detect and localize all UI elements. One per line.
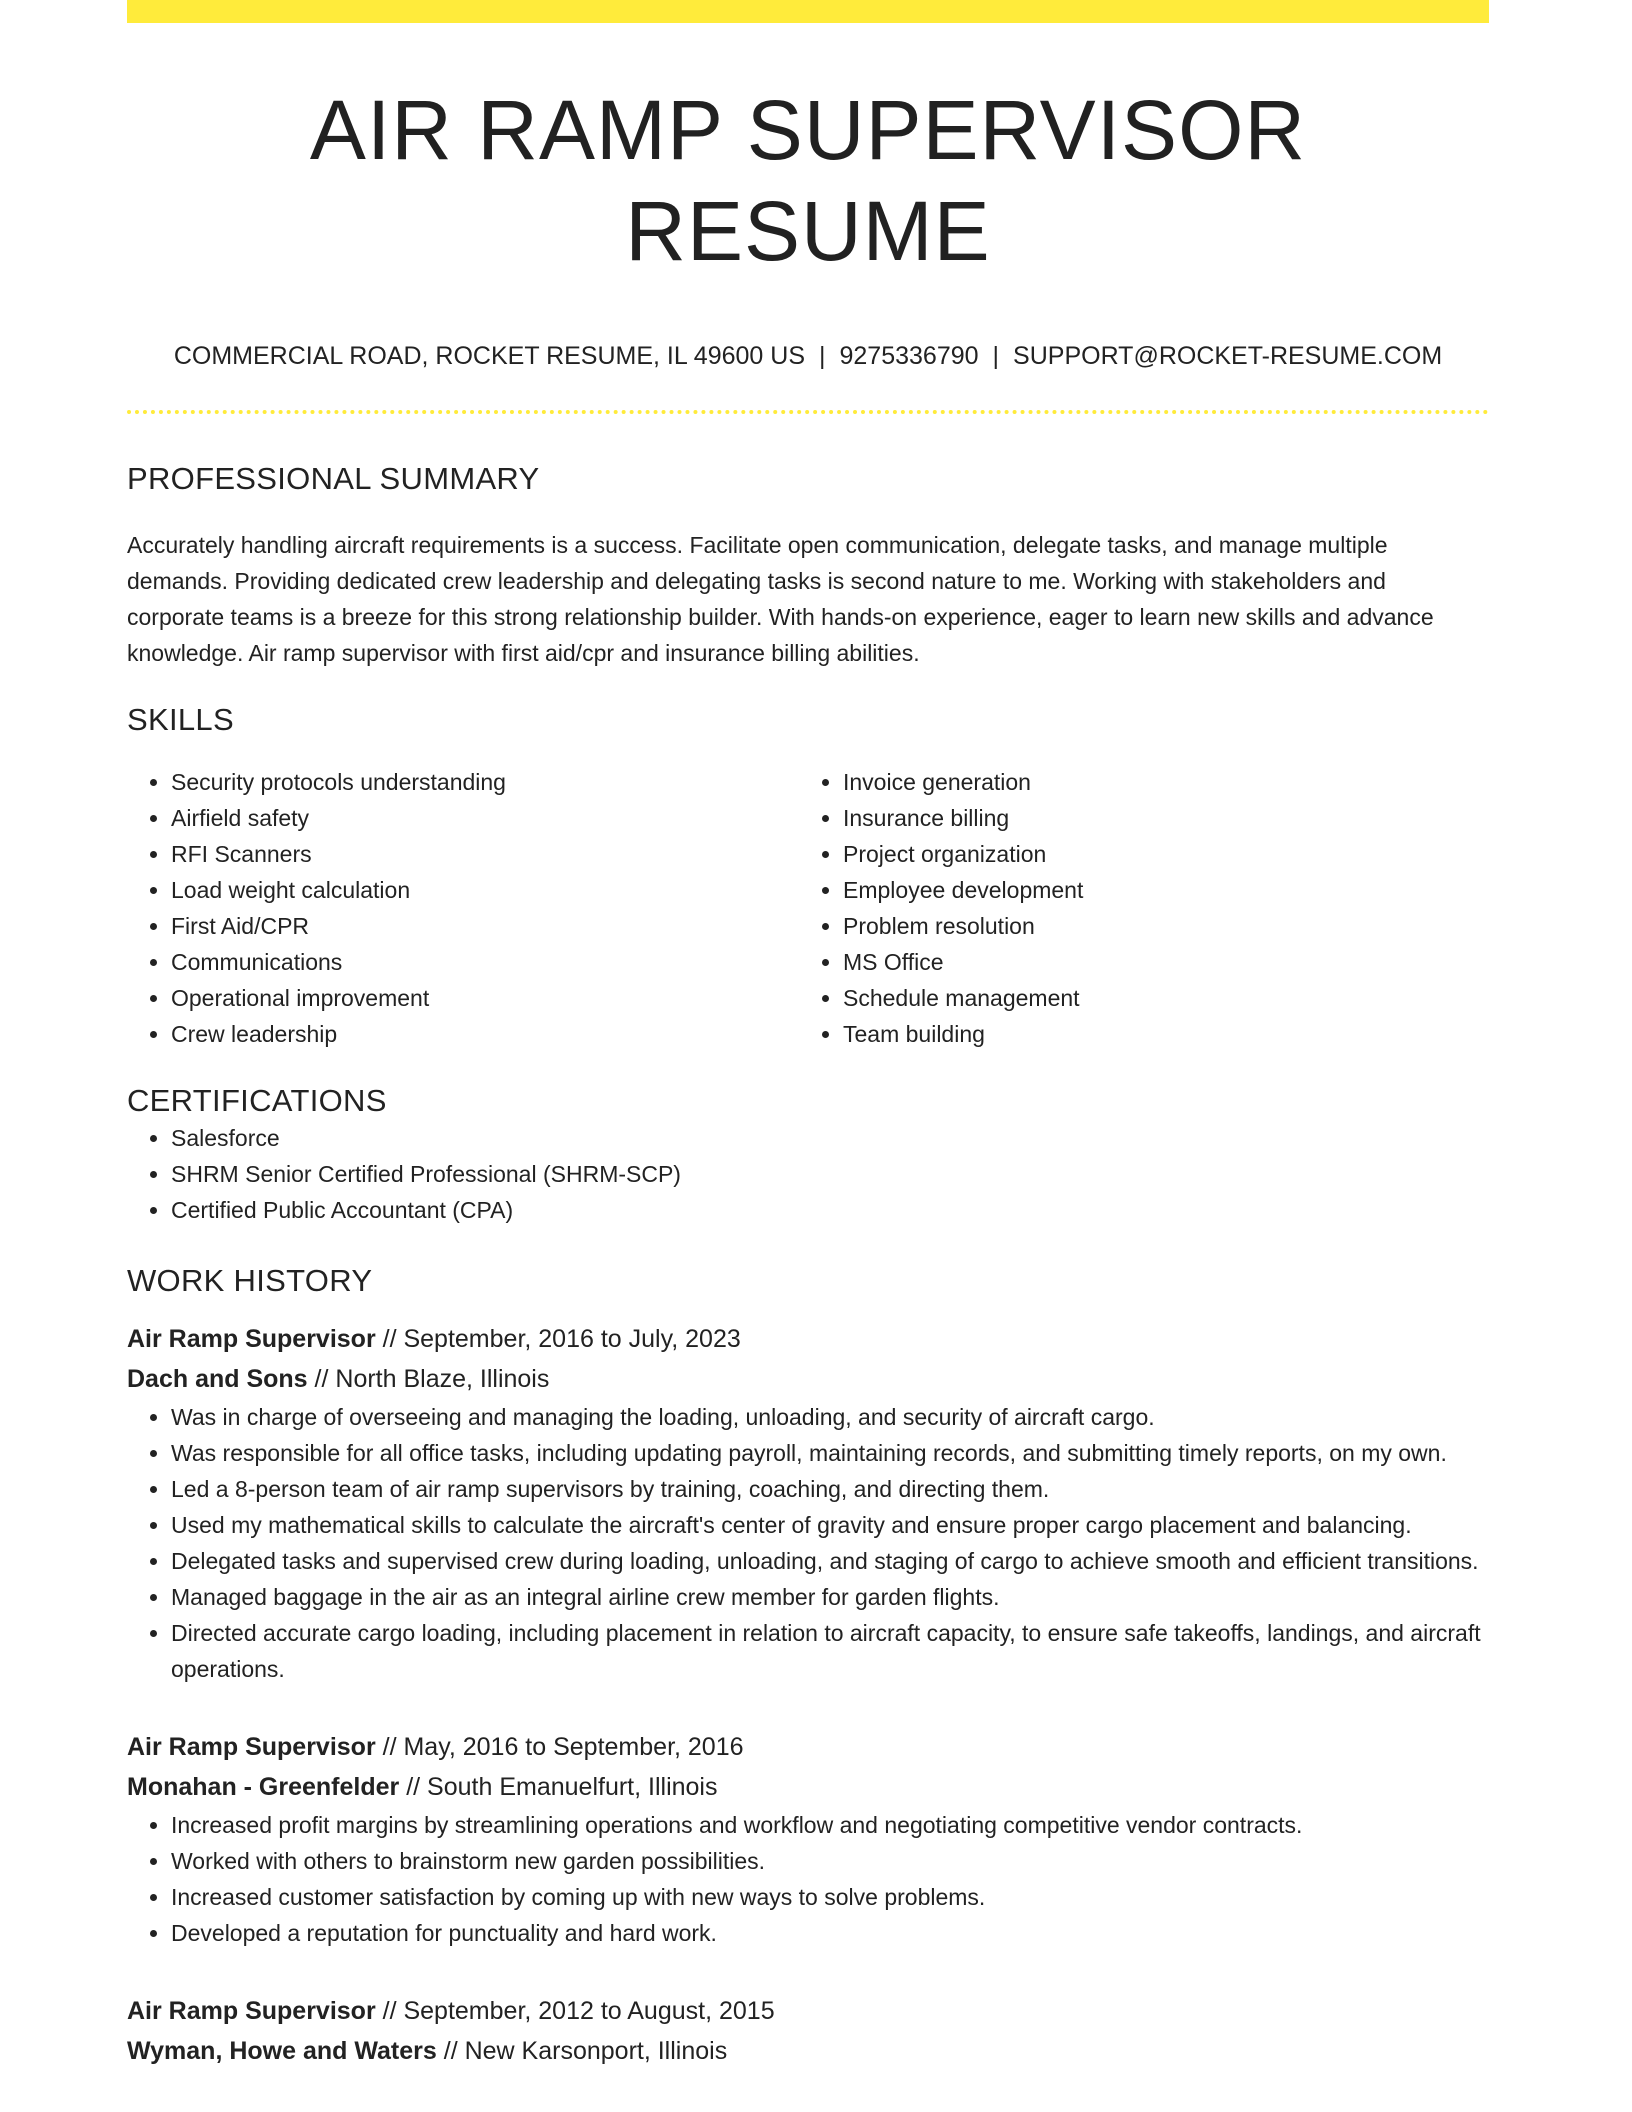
resume-content (127, 0, 1489, 2071)
skill-item: • RFI Scanners (171, 836, 799, 872)
certifications-list (127, 1120, 1489, 1228)
job-location: // South Emanuelfurt, Illinois (406, 1772, 718, 1801)
contact-phone: 9275336790 (839, 341, 979, 370)
job-bullet: • Was in charge of overseeing and managing the loading, unloading, and security of aircraft cargo. (171, 1399, 1489, 1435)
job-title: Air Ramp Supervisor (127, 1324, 376, 1353)
job-bullet: • Increased customer satisfaction by coming up with new ways to solve problems. (171, 1879, 1489, 1915)
job-bullet: • Delegated tasks and supervised crew during loading, unloading, and staging of cargo to achieve smooth and efficient transitions. (171, 1543, 1489, 1579)
certifications-heading: CERTIFICATIONS (127, 1083, 387, 1119)
skills-column-right (799, 764, 1471, 1052)
skill-item: • Security protocols understanding (171, 764, 799, 800)
job-entry (127, 1319, 1489, 1687)
skills-list-left (127, 764, 799, 1052)
job-company-line (127, 2031, 1489, 2071)
job-bullet: • Directed accurate cargo loading, including placement in relation to aircraft capacity, to ensure safe takeoffs, landings, and aircraft operations. (171, 1615, 1489, 1687)
skill-item: • Team building (843, 1016, 1471, 1052)
certification-item: • Certified Public Accountant (CPA) (171, 1192, 1489, 1228)
skill-item: • Employee development (843, 872, 1471, 908)
job-company: Wyman, Howe and Waters (127, 2036, 437, 2065)
skill-item: • Airfield safety (171, 800, 799, 836)
job-bullets (127, 1807, 1489, 1951)
skill-item: • Operational improvement (171, 980, 799, 1016)
skill-item: • Crew leadership (171, 1016, 799, 1052)
page-title: AIR RAMP SUPERVISOR RESUME (309, 83, 1307, 278)
skills-list-right (799, 764, 1471, 1052)
job-title: Air Ramp Supervisor (127, 1732, 376, 1761)
job-bullet: • Was responsible for all office tasks, including updating payroll, maintaining records, and submitting timely reports, on my own. (171, 1435, 1489, 1471)
job-title-line (127, 1727, 1489, 1767)
certification-item: • SHRM Senior Certified Professional (SHRM-SCP) (171, 1156, 1489, 1192)
summary-text: Accurately handling aircraft requirements is a success. Facilitate open communication, delegate tasks, and manage multiple demands. Providing dedicated crew leadership and delegating tasks is second nature to me. Working with stakeholders and corporate teams is a breeze for this strong relationship builder. With hands-on experience, eager to learn new skills and advance knowledge. Air ramp supervisor with first aid/cpr and insurance billing abilities. (127, 532, 1434, 667)
skills-column-left (127, 764, 799, 1052)
job-company-line (127, 1767, 1489, 1807)
job-company: Monahan - Greenfelder (127, 1772, 400, 1801)
skill-item: • Problem resolution (843, 908, 1471, 944)
dotted-divider (127, 410, 1489, 414)
job-bullet: • Worked with others to brainstorm new garden possibilities. (171, 1843, 1489, 1879)
job-bullet: • Used my mathematical skills to calculate the aircraft's center of gravity and ensure proper cargo placement and balancing. (171, 1507, 1489, 1543)
contact-separator: | (819, 341, 826, 370)
skill-item: • Project organization (843, 836, 1471, 872)
skill-item: • Communications (171, 944, 799, 980)
skill-item: • Schedule management (843, 980, 1471, 1016)
job-bullet: • Increased profit margins by streamlining operations and workflow and negotiating competitive vendor contracts. (171, 1807, 1489, 1843)
summary-heading: PROFESSIONAL SUMMARY (127, 461, 540, 497)
certification-item: • Salesforce (171, 1120, 1489, 1156)
skills-columns (127, 764, 1489, 1052)
skills-heading: SKILLS (127, 702, 234, 738)
work-history-heading: WORK HISTORY (127, 1262, 373, 1298)
contact-address: COMMERCIAL ROAD, ROCKET RESUME, IL 49600 US (173, 341, 805, 370)
contact-email: SUPPORT@ROCKET-RESUME.COM (1013, 341, 1443, 370)
job-bullets (127, 1399, 1489, 1687)
job-dates: // September, 2016 to July, 2023 (382, 1324, 741, 1353)
job-title-line (127, 1319, 1489, 1359)
skill-item: • Load weight calculation (171, 872, 799, 908)
skill-item: • First Aid/CPR (171, 908, 799, 944)
job-bullet: • Led a 8-person team of air ramp supervisors by training, coaching, and directing them. (171, 1471, 1489, 1507)
job-company: Dach and Sons (127, 1364, 308, 1393)
job-dates: // September, 2012 to August, 2015 (382, 1996, 775, 2025)
skill-item: • Invoice generation (843, 764, 1471, 800)
job-location: // North Blaze, Illinois (314, 1364, 550, 1393)
contact-line (127, 340, 1489, 373)
skill-item: • Insurance billing (843, 800, 1471, 836)
job-entry (127, 1991, 1489, 2071)
job-dates: // May, 2016 to September, 2016 (382, 1732, 744, 1761)
job-company-line (127, 1359, 1489, 1399)
job-entry (127, 1727, 1489, 1951)
job-bullet: • Managed baggage in the air as an integral airline crew member for garden flights. (171, 1579, 1489, 1615)
job-bullet: • Developed a reputation for punctuality and hard work. (171, 1915, 1489, 1951)
contact-separator: | (992, 341, 1000, 370)
job-location: // New Karsonport, Illinois (443, 2036, 728, 2065)
skill-item: • MS Office (843, 944, 1471, 980)
job-title: Air Ramp Supervisor (127, 1996, 376, 2025)
job-title-line (127, 1991, 1489, 2031)
